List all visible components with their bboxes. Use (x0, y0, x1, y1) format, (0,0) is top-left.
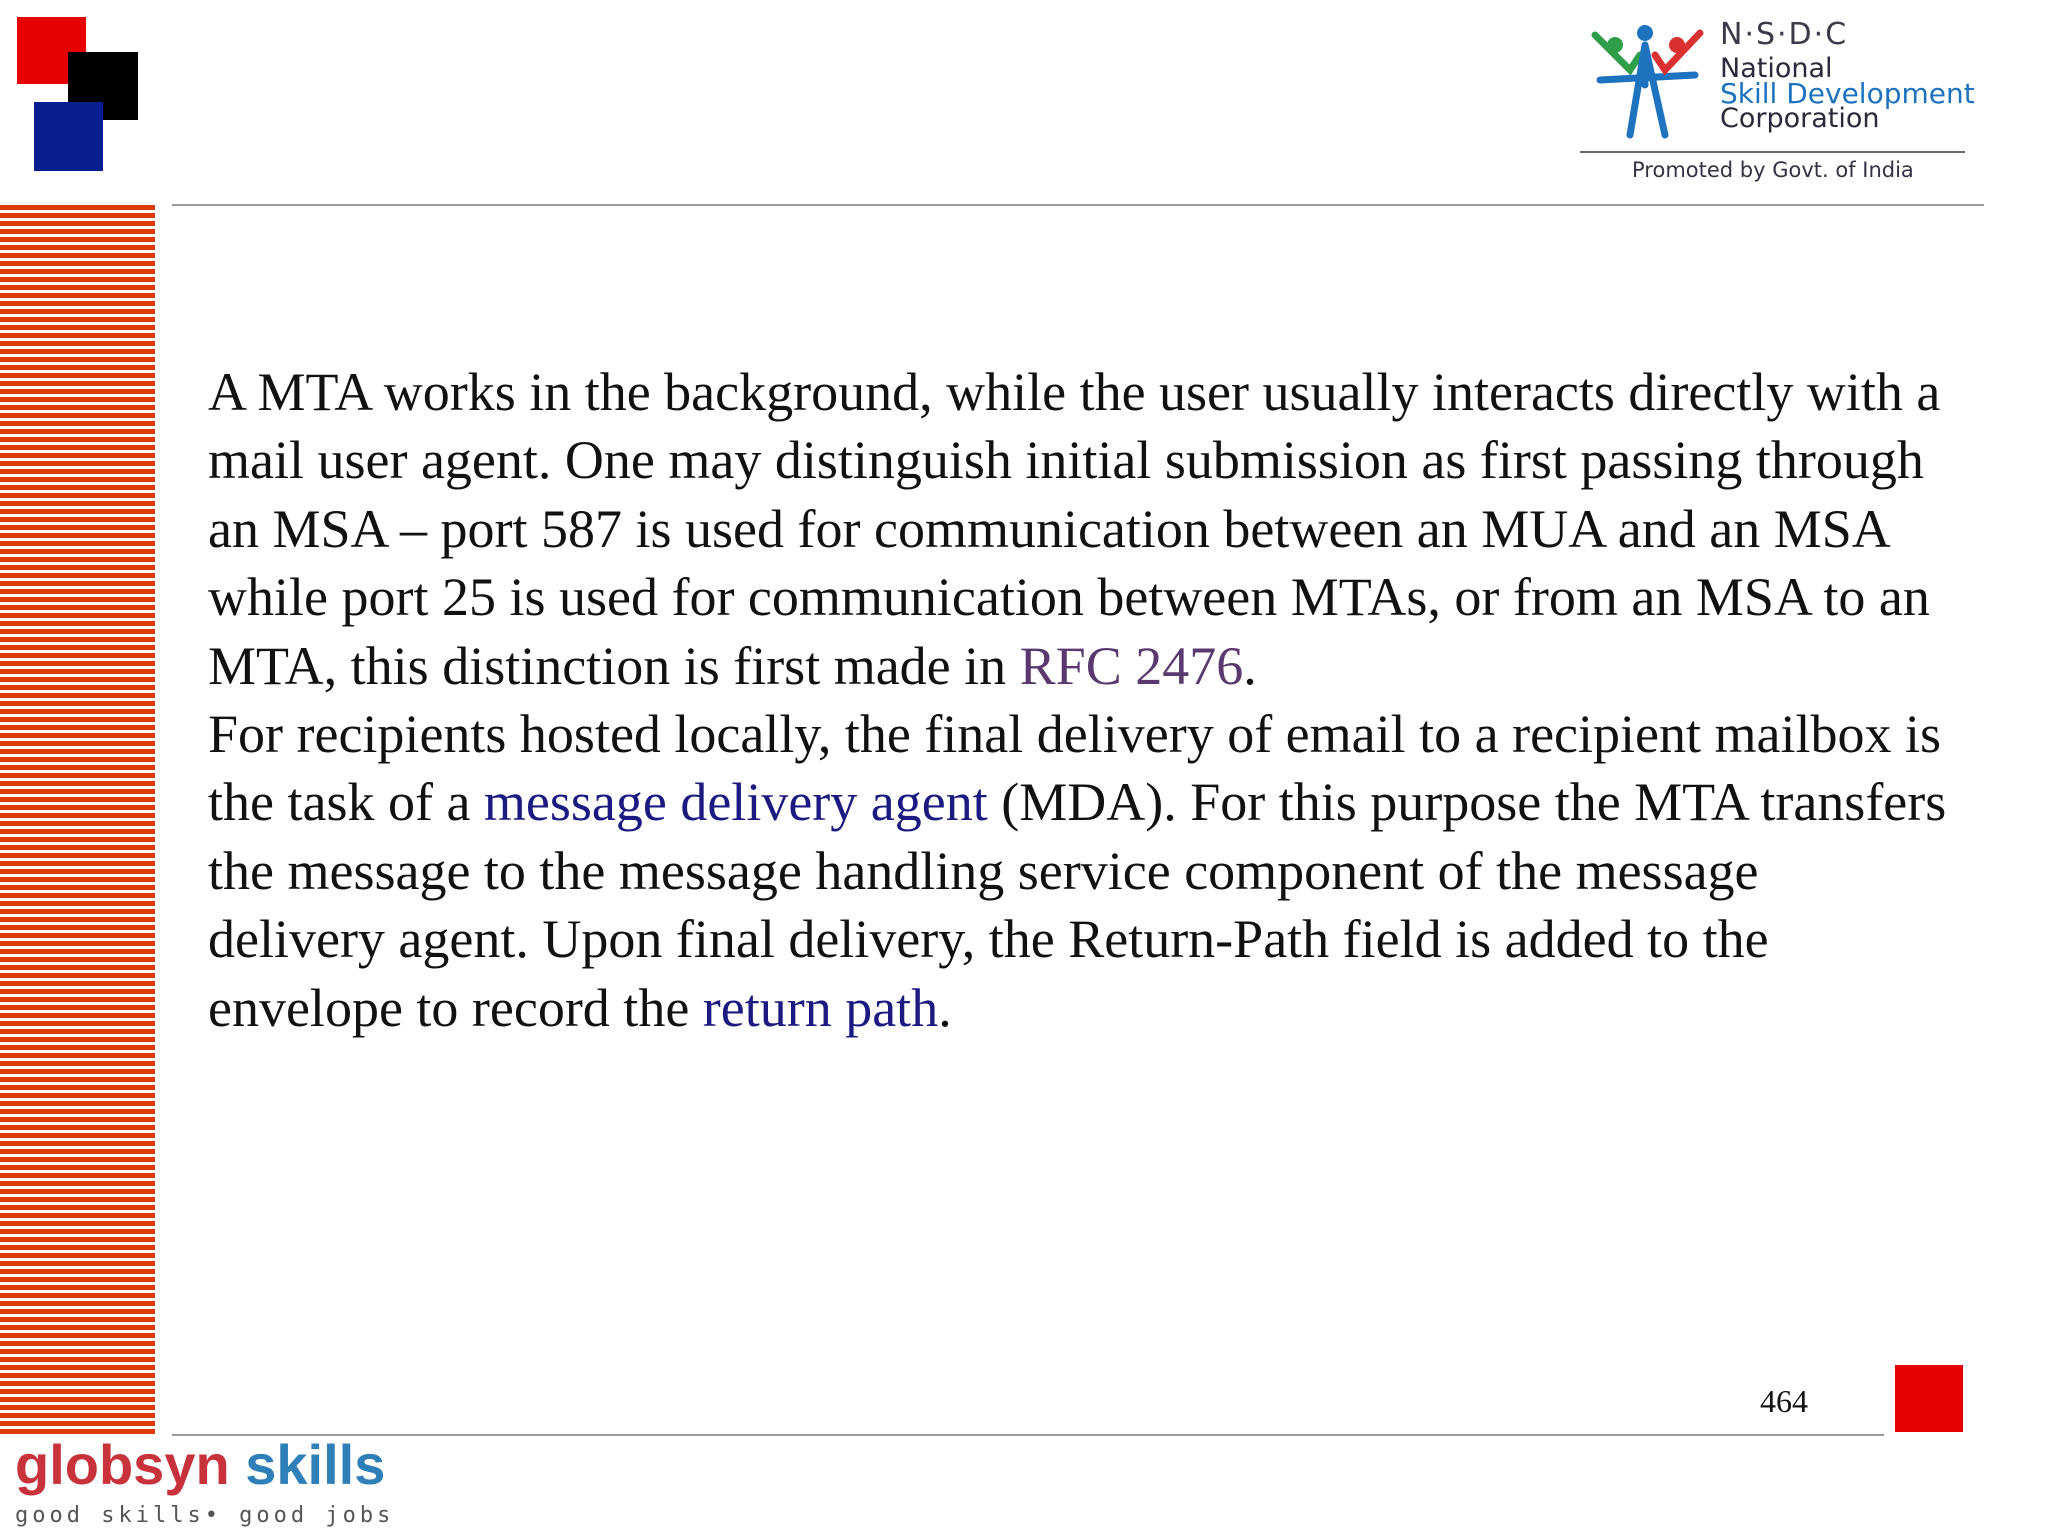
skills-word: skills (245, 1433, 386, 1496)
nsdc-divider (1580, 151, 1965, 153)
paragraph-mda (208, 700, 1948, 1042)
para2-end: . (938, 977, 952, 1038)
top-divider (172, 204, 1984, 206)
para2-text2: (MDA). For this purpose the MTA transfers the message to the message handling service component of the message delivery agent. Upon final delivery, the Return-Path field is added to the envelope to record the (208, 772, 1947, 1038)
message-delivery-agent-link[interactable]: message delivery agent (483, 772, 988, 833)
nsdc-name-line1: National (1720, 53, 1833, 84)
nsdc-name-line3: Corporation (1720, 103, 1880, 134)
para1-text: A MTA works in the background, while the user usually interacts directly with a mail user agent. One may distinguish initial submission as first passing through an MSA – port 587 is used for communication between an MUA and an MSA while port 25 is used for communication between MTAs, or from an MSA to an MTA, this distinction is first made in (208, 362, 1941, 696)
rfc-2476-link[interactable]: RFC 2476 (1019, 635, 1244, 696)
nsdc-abbr: N·S·D·C (1720, 17, 1849, 52)
footer-red-square (1895, 1365, 1963, 1432)
bottom-divider (172, 1434, 1884, 1436)
slide-body (208, 358, 1948, 1042)
corner-square-blue (34, 102, 103, 171)
striped-sidebar (0, 205, 155, 1435)
nsdc-figure-icon (1585, 15, 1715, 140)
nsdc-name-line2: Skill Development (1720, 77, 1975, 110)
globsyn-tagline: good skills• good jobs (15, 1503, 395, 1528)
globsyn-logo (15, 1433, 395, 1528)
nsdc-promoted-text: Promoted by Govt. of India (1632, 158, 1914, 182)
paragraph-mta (208, 358, 1948, 700)
globsyn-word: globsyn (15, 1433, 230, 1496)
return-path-link[interactable]: return path (702, 977, 939, 1038)
globsyn-brand (15, 1433, 394, 1496)
page-number: 464 (1760, 1383, 1808, 1419)
para1-end: . (1243, 635, 1257, 696)
nsdc-logo (1580, 10, 1990, 190)
para2-text: For recipients hosted locally, the final delivery of email to a recipient mailbox is the task of a (208, 704, 1941, 833)
